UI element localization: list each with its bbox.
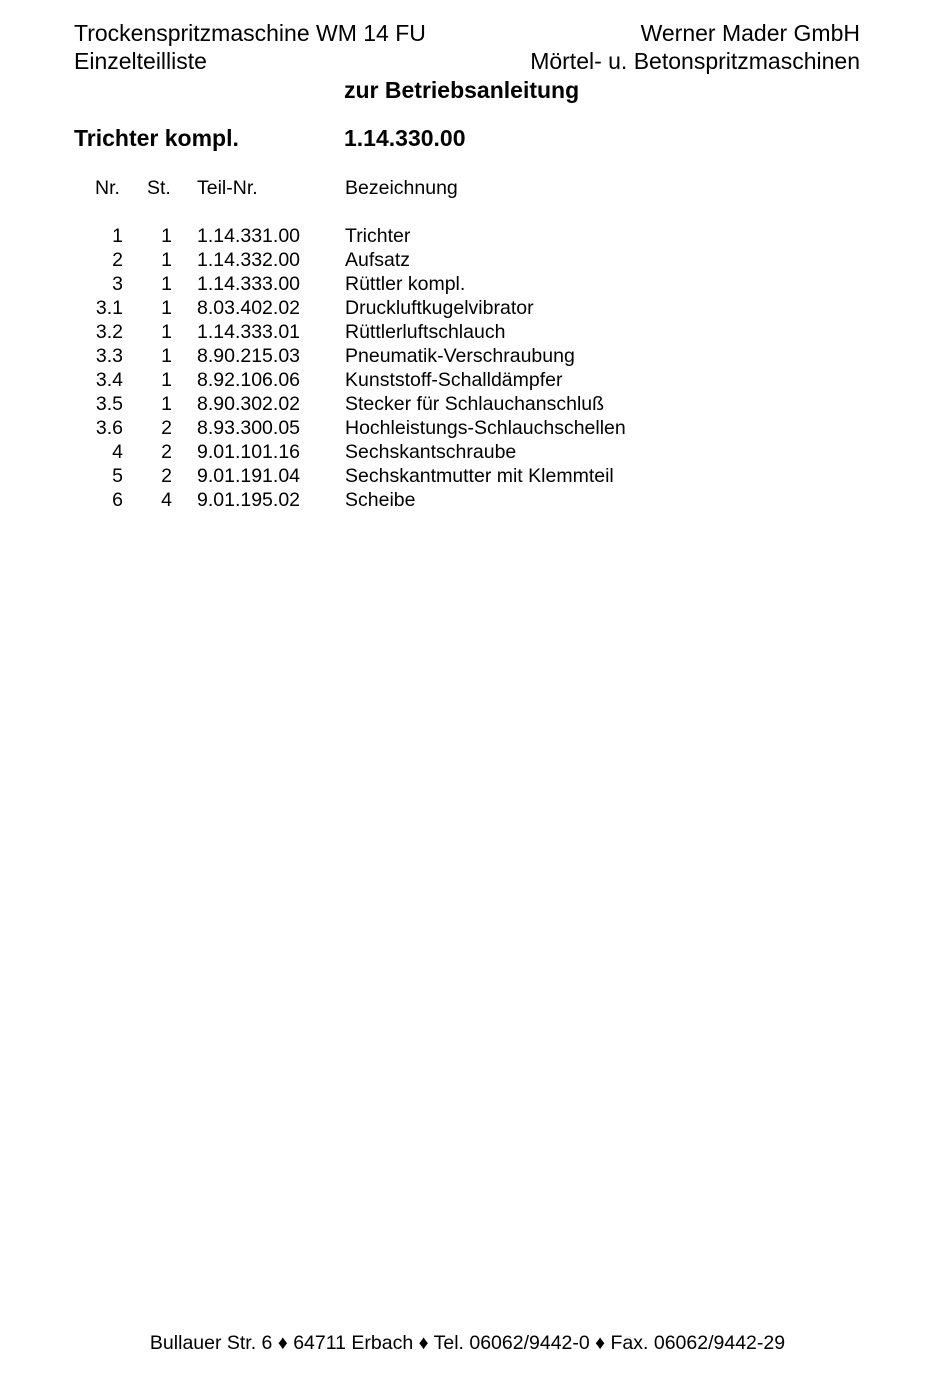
part-description: Scheibe: [345, 489, 416, 511]
part-nr: 1: [112, 225, 123, 247]
part-number: 1.14.331.00: [197, 225, 301, 247]
part-quantity: 2: [161, 417, 172, 439]
part-nr: 2: [112, 249, 123, 271]
part-nr: 3.6: [95, 417, 123, 439]
part-quantity: 1: [161, 249, 172, 271]
part-nr: 5: [112, 465, 123, 487]
document-subtitle: zur Betriebsanleitung: [344, 77, 580, 103]
part-number: 8.90.302.02: [197, 393, 301, 415]
part-description: Kunststoff-Schalldämpfer: [345, 369, 563, 391]
part-description: Rüttler kompl.: [345, 273, 466, 295]
part-nr: 3.2: [95, 321, 123, 343]
parts-table-header: [0, 176, 950, 200]
part-quantity: 2: [161, 441, 172, 463]
part-nr: 3.1: [95, 297, 123, 319]
part-quantity: 1: [161, 297, 172, 319]
table-row: [0, 440, 950, 464]
part-nr: 4: [112, 441, 123, 463]
part-description: Rüttlerluftschlauch: [345, 321, 506, 343]
table-row: [0, 488, 950, 512]
company-address-footer: Bullauer Str. 6 ♦ 64711 Erbach ♦ Tel. 06062/9442-0 ♦ Fax. 06062/9442-29: [149, 1332, 786, 1354]
part-nr: 6: [112, 489, 123, 511]
part-quantity: 1: [161, 321, 172, 343]
part-description: Aufsatz: [345, 249, 411, 271]
part-nr: 3.3: [95, 345, 123, 367]
table-row: [0, 248, 950, 272]
column-header-st: St.: [147, 177, 171, 199]
table-row: [0, 272, 950, 296]
part-number: 9.01.191.04: [197, 465, 301, 487]
part-nr: 3: [112, 273, 123, 295]
part-description: Druckluftkugelvibrator: [345, 297, 534, 319]
table-row: [0, 416, 950, 440]
parts-table-body: [0, 224, 950, 512]
part-description: Sechskantmutter mit Klemmteil: [345, 465, 614, 487]
part-number: 9.01.101.16: [197, 441, 301, 463]
column-header-nr: Nr.: [95, 177, 120, 199]
table-row: [0, 320, 950, 344]
table-row: [0, 392, 950, 416]
part-number: 8.90.215.03: [197, 345, 301, 367]
parts-table: [0, 176, 950, 512]
part-number: 1.14.332.00: [197, 249, 301, 271]
part-number: 8.93.300.05: [197, 417, 301, 439]
part-number: 8.03.402.02: [197, 297, 301, 319]
table-row: [0, 344, 950, 368]
table-row: [0, 224, 950, 248]
table-row: [0, 368, 950, 392]
part-description: Stecker für Schlauchanschluß: [345, 393, 605, 415]
part-quantity: 1: [161, 393, 172, 415]
machine-title: Trockenspritzmaschine WM 14 FU: [74, 20, 426, 46]
company-name: Werner Mader GmbH: [640, 20, 860, 46]
part-quantity: 1: [161, 369, 172, 391]
part-nr: 3.4: [95, 369, 123, 391]
document-type: Einzelteilliste: [74, 48, 207, 74]
part-quantity: 2: [161, 465, 172, 487]
part-number: 1.14.333.01: [197, 321, 301, 343]
part-nr: 3.5: [95, 393, 123, 415]
part-quantity: 4: [161, 489, 172, 511]
part-description: Hochleistungs-Schlauchschellen: [345, 417, 626, 439]
assembly-name: Trichter kompl.: [74, 125, 239, 151]
part-number: 9.01.195.02: [197, 489, 301, 511]
part-description: Pneumatik-Verschraubung: [345, 345, 575, 367]
table-row: [0, 464, 950, 488]
column-header-teil-nr: Teil-Nr.: [197, 177, 258, 199]
assembly-number: 1.14.330.00: [344, 125, 466, 151]
part-number: 1.14.333.00: [197, 273, 301, 295]
part-description: Trichter: [345, 225, 411, 247]
part-quantity: 1: [161, 225, 172, 247]
column-header-bezeichnung: Bezeichnung: [345, 177, 458, 199]
table-row: [0, 296, 950, 320]
part-quantity: 1: [161, 345, 172, 367]
part-quantity: 1: [161, 273, 172, 295]
part-description: Sechskantschraube: [345, 441, 517, 463]
company-tagline: Mörtel- u. Betonspritzmaschinen: [530, 48, 860, 74]
part-number: 8.92.106.06: [197, 369, 301, 391]
